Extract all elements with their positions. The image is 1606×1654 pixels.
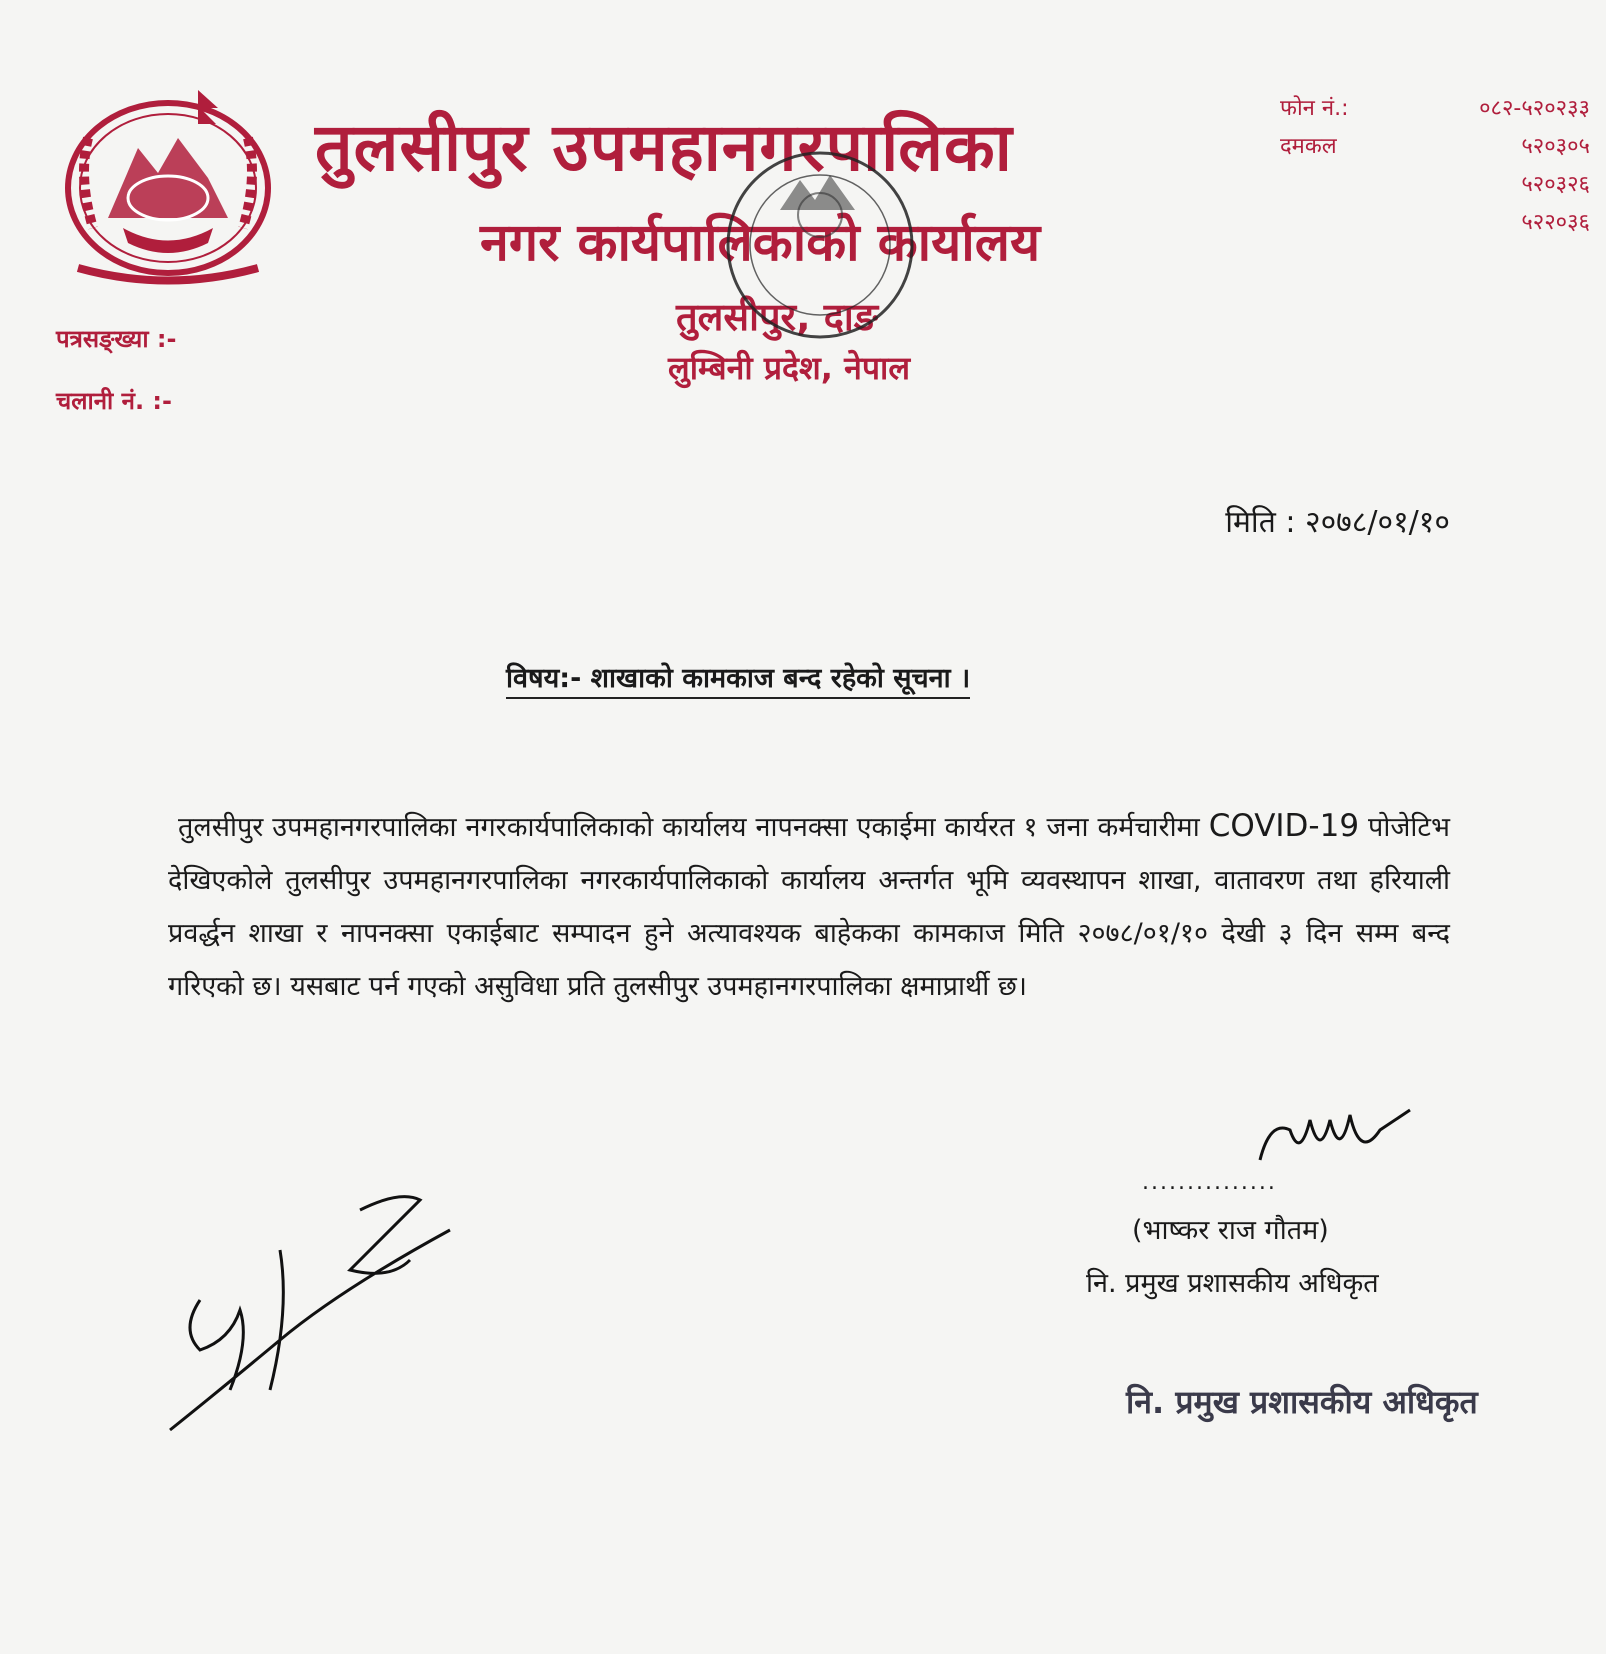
province-line: लुम्बिनी प्रदेश, नेपाल — [668, 349, 911, 387]
municipality-title: तुलसीपुर उपमहानगरपालिका — [315, 109, 1013, 186]
contact-number: ५२२०३६ — [1521, 210, 1590, 235]
body-text-part-1: तुलसीपुर उपमहानगरपालिका नगरकार्यपालिकाको कार्यालय नापनक्सा एकाईमा कार्यरत १ जना कर्मचारीमा — [178, 812, 1209, 843]
signer-name: (भाष्कर राज गौतम) — [1132, 1215, 1329, 1246]
contact-row — [1280, 88, 1590, 126]
contact-number: ०८२-५२०२३३ — [1479, 96, 1590, 121]
letter-body — [168, 800, 1450, 1013]
handwritten-signature-right — [1080, 1100, 1460, 1180]
office-title: नगर कार्यपालिकाको कार्यालय — [480, 213, 1041, 273]
signature-dotted-line: ............... — [1142, 1170, 1277, 1195]
letter-date: मिति : २०७८/०१/१० — [1225, 505, 1450, 540]
office-seal-stamp — [720, 140, 920, 360]
letter-number-label: पत्रसङ्ख्या :- — [56, 325, 177, 353]
body-text-part-2: पोजेटिभ देखिएकोले तुलसीपुर उपमहानगरपालिका नगरकार्यपालिकाको कार्यालय अन्तर्गत भूमि व्यवस्थापन शाखा, वातावरण तथा हरियाली प्रवर्द्धन शाखा र नापनक्सा एकाईबाट सम्पादन हुने अत्यावश्यक बाहेकका कामकाज मिति २०७८/०१/१० देखी ३ दिन सम्म बन्द गरिएको छ। यसबाट पर्न गएको असुविधा प्रति तुलसीपुर उपमहानगरपालिका क्षमाप्रार्थी छ। — [168, 812, 1450, 1002]
dispatch-number-label: चलानी नं. :- — [56, 387, 172, 415]
officer-title-stamp: नि. प्रमुख प्रशासकीय अधिकृत — [1126, 1383, 1478, 1421]
letter-subject: विषय:- शाखाको कामकाज बन्द रहेको सूचना । — [506, 658, 970, 699]
reference-block — [56, 322, 176, 446]
handwritten-signature-left — [160, 1190, 500, 1450]
contact-label: फोन नं.: — [1280, 96, 1349, 121]
nepal-emblem-logo — [48, 78, 288, 288]
contact-number: ५२०३२६ — [1521, 172, 1590, 197]
contact-row — [1280, 126, 1590, 164]
signer-title: नि. प्रमुख प्रशासकीय अधिकृत — [1086, 1268, 1379, 1299]
covid-term: COVID-19 — [1208, 808, 1360, 844]
contact-row — [1280, 164, 1590, 202]
contact-row — [1280, 202, 1590, 240]
contact-number: ५२०३०५ — [1521, 134, 1590, 159]
city-line: तुलसीपुर, दाङ — [676, 295, 878, 339]
contact-numbers — [1280, 88, 1590, 240]
contact-label: दमकल — [1280, 134, 1337, 159]
